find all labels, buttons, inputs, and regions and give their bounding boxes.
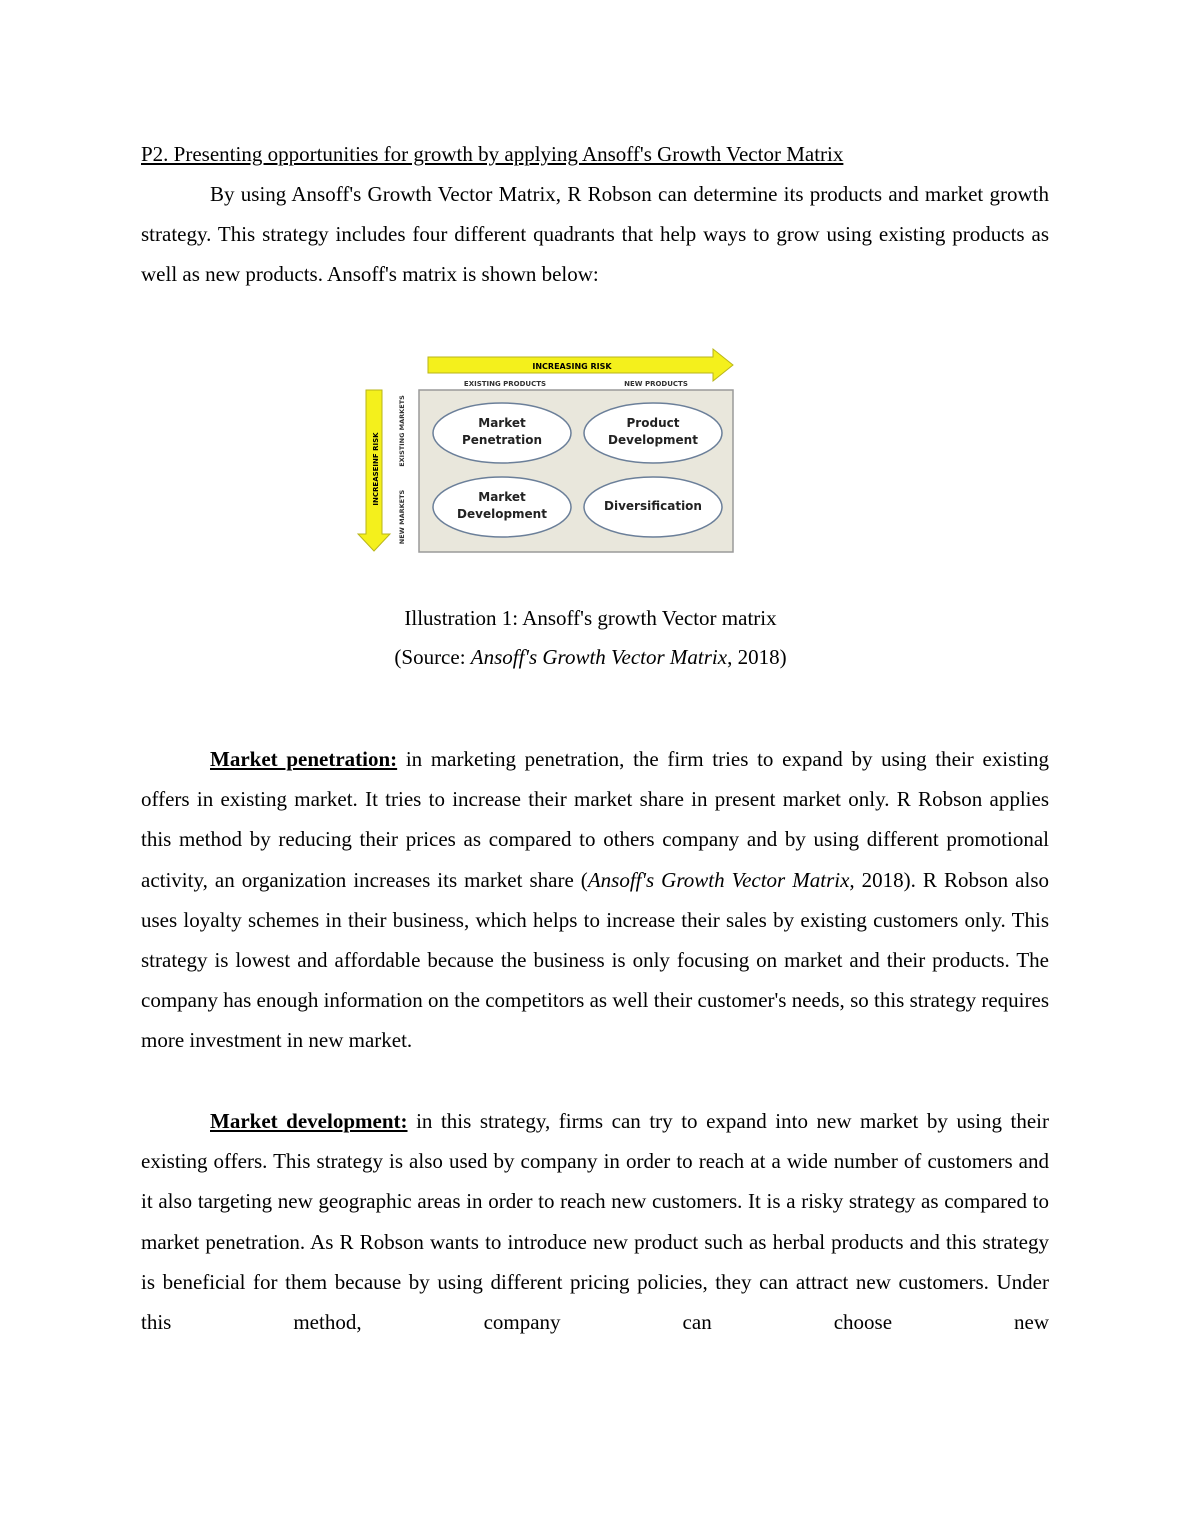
q3-label-line1: Market	[478, 490, 526, 504]
col-header-new-products: NEW PRODUCTS	[624, 380, 688, 388]
source-title: Ansoff's Growth Vector Matrix	[470, 645, 728, 669]
market-development-label: Market development:	[210, 1109, 408, 1133]
q1-label-line2: Penetration	[461, 433, 543, 447]
market-development-text: in this strategy, firms can try to expand into new market by using their existing offers. This strategy is also used by company in order to reach at a wide number of customers and it also targeting new geographic areas in order to reach new customers. It is a risky strategy as compared to market penetration. As R Robson wants to introduce new product such as herbal products and this strategy is beneficial for them because by using different pricing policies, they can attract new customers. Under this method, company can choose new	[141, 1109, 1050, 1335]
market-penetration-citation: Ansoff's Growth Vector Matrix,	[587, 867, 855, 892]
figure-caption: Illustration 1: Ansoff's growth Vector matrix	[404, 606, 777, 630]
market-development-paragraph	[141, 1101, 1049, 1342]
market-penetration-text-1: in marketing penetration, the firm tries to expand by using their existing offers in existing market. It tries to increase their market share in present market only. R Robson applies this method by reducing their prices as compared to others company and by using different promotional activity, an organization increases its market share (	[141, 747, 1049, 892]
figure-source	[0, 643, 1181, 671]
top-arrow-label: INCREASING RISK	[532, 362, 612, 371]
intro-paragraph: By using Ansoff's Growth Vector Matrix, R Robson can determine its products and market growth strategy. This strategy includes four different quadrants that help ways to grow using existing products as well as new products. Ansoff's matrix is shown below:	[141, 182, 1049, 287]
row-header-existing-markets: EXISTING MARKETS	[398, 395, 406, 467]
market-penetration-text-2: 2018). R Robson also uses loyalty schemes in their business, which helps to increase their sales by existing customers only. This strategy is lowest and affordable because the business is only focusing on market and their products. The company has enough information on the competitors as well their customer's needs, so this strategy requires more investment in new market.	[141, 867, 1049, 1053]
market-penetration-paragraph	[141, 739, 1049, 1061]
ansoff-matrix-figure	[357, 345, 740, 557]
col-header-existing-products: EXISTING PRODUCTS	[463, 380, 547, 388]
section-heading: P2. Presenting opportunities for growth by applying Ansoff's Growth Vector Matrix	[141, 142, 844, 166]
q3-label-line2: Development	[457, 507, 547, 521]
row-header-new-markets: NEW MARKETS	[398, 489, 406, 545]
q2-label-line2: Development	[608, 433, 698, 447]
q1-label-line1: Market	[478, 416, 526, 430]
q4-label: Diversification	[604, 499, 702, 513]
side-arrow-label: INCREASEINF RISK	[372, 432, 380, 506]
source-prefix: (Source:	[394, 645, 471, 669]
source-suffix: , 2018)	[727, 645, 787, 669]
q2-label-line1: Product	[626, 416, 680, 430]
market-penetration-label: Market penetration:	[210, 747, 398, 771]
